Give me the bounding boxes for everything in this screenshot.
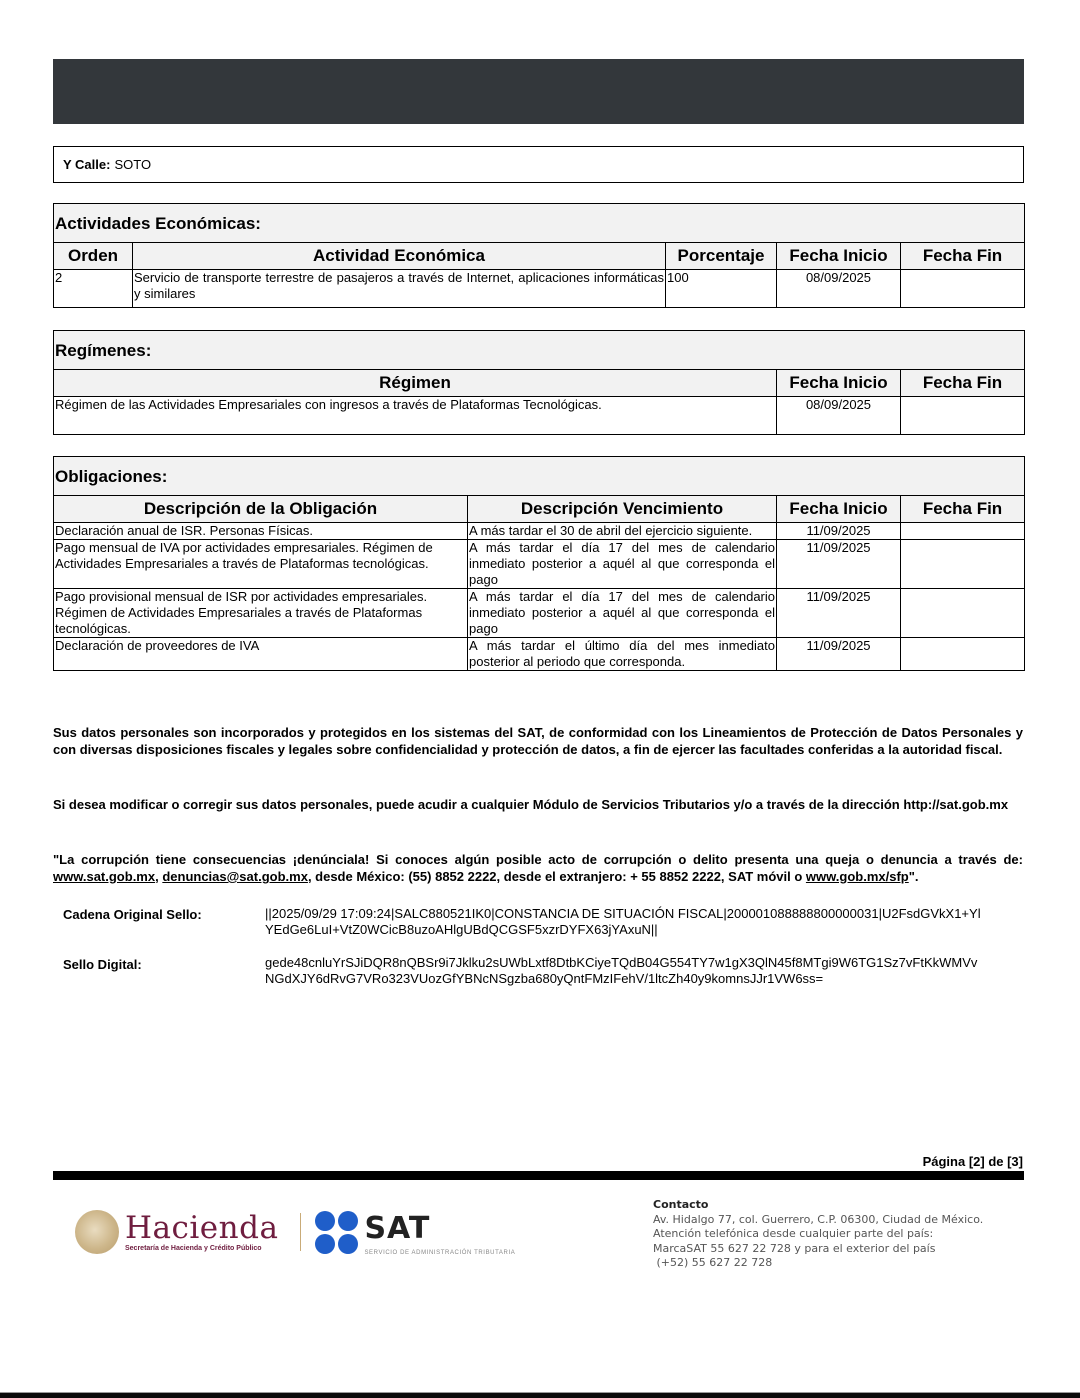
- col-header: Porcentaje: [666, 243, 777, 270]
- cell-fecha-inicio: 11/09/2025: [777, 540, 901, 589]
- privacy-notice: Sus datos personales son incorporados y protegidos en los sistemas del SAT, de conformidad con los Lineamientos de Protección de Datos Personales y con diversas disposiciones fiscales y legales sobre confidencialidad y protección de datos, a fin de ejercer las facultades conferidas a la autoridad fiscal.: [53, 725, 1023, 757]
- address-label: Y Calle:: [63, 157, 111, 172]
- cell-vencimiento: A más tardar el último día del mes inmediato posterior al periodo que corresponda.: [469, 638, 775, 669]
- cell-descripcion: Pago mensual de IVA por actividades empresariales. Régimen de Actividades Empresariales a través de Plataformas tecnológicas.: [54, 540, 468, 589]
- modify-data-notice: Si desea modificar o corregir sus datos personales, puede acudir a cualquier Módulo de Servicios Tributarios y/o a través de la dirección http://sat.gob.mx: [53, 797, 1009, 812]
- col-header: Fecha Fin: [901, 496, 1025, 523]
- link-sat[interactable]: www.sat.gob.mx: [53, 869, 156, 884]
- cell-fecha-fin: [901, 523, 1025, 540]
- contact-line: Av. Hidalgo 77, col. Guerrero, C.P. 06300, Ciudad de México.: [653, 1212, 984, 1226]
- hacienda-subtitle: Secretaría de Hacienda y Crédito Público: [125, 1245, 262, 1252]
- col-header: Fecha Fin: [901, 370, 1025, 397]
- address-value: SOTO: [114, 157, 152, 172]
- table-row: [54, 638, 1025, 671]
- hacienda-wordmark: Hacienda: [125, 1210, 279, 1246]
- table-row: [54, 523, 1025, 540]
- col-header: Descripción Vencimiento: [468, 496, 777, 523]
- coat-of-arms-icon: [75, 1210, 119, 1254]
- corruption-notice: "La corrupción tiene consecuencias ¡denúnciala! Si conoces algún posible acto de corrupción o delito presenta una queja o denuncia a través de: www.sat.gob.mx, denuncias@sat.gob.mx, desde México: (55) 8852 2222, desde el extranjero: + 55 8852 2222, SAT móvil o www.gob.mx/sfp".: [53, 852, 1023, 884]
- link-denuncias-email[interactable]: denuncias@sat.gob.mx: [162, 869, 308, 884]
- cell-descripcion: Declaración anual de ISR. Personas Físicas.: [54, 523, 468, 540]
- cell-fecha-fin: [901, 540, 1025, 589]
- sello-digital-label: Sello Digital:: [63, 957, 142, 972]
- sat-logo: [364, 1208, 515, 1256]
- col-header: Descripción de la Obligación: [54, 496, 468, 523]
- sello-digital-value: gede48cnluYrSJiDQR8nQBSr9i7Jklku2sUWbLxtf8DtbKCiyeTQdB04G554TY7w1gX3QlN45f8MTgi9W6TG1Sz7vFtKkWMVvNGdXJY6dRvG7VRo323VUozGfYBNcNSgzba680yQntFMzIFehV/1ltcZh40y9komnsJJr1VW6ss=: [265, 955, 978, 986]
- link-sfp[interactable]: www.gob.mx/sfp: [805, 869, 909, 884]
- cell-fecha-fin: [901, 270, 1025, 308]
- footer-divider: [53, 1171, 1024, 1180]
- cell-descripcion: Declaración de proveedores de IVA: [54, 638, 468, 671]
- table-row: [54, 270, 1025, 308]
- logo-divider: [300, 1213, 301, 1251]
- table-row: [54, 540, 1025, 589]
- sat-wordmark: SAT: [364, 1211, 431, 1246]
- col-header: Fecha Inicio: [777, 370, 901, 397]
- contact-line: Atención telefónica desde cualquier parte del país:: [653, 1227, 934, 1240]
- actividades-table: [53, 203, 1025, 308]
- cadena-original-label: Cadena Original Sello:: [63, 907, 202, 922]
- col-header: Régimen: [54, 370, 777, 397]
- col-header: Orden: [54, 243, 133, 270]
- cell-fecha-inicio: 11/09/2025: [777, 638, 901, 671]
- contact-title: Contacto: [653, 1198, 709, 1211]
- cell-porcentaje: 100: [666, 270, 777, 308]
- table-row: [54, 397, 1025, 435]
- cell-fecha-inicio: 08/09/2025: [777, 397, 901, 435]
- address-street-box: [53, 146, 1024, 183]
- col-header: Fecha Fin: [901, 243, 1025, 270]
- header-banner: [53, 59, 1024, 124]
- footer-logos: [75, 1207, 515, 1257]
- bottom-edge-bar: [0, 1392, 1080, 1398]
- section-title: Regímenes:: [54, 331, 1025, 370]
- cell-regimen: Régimen de las Actividades Empresariales con ingresos a través de Plataformas Tecnológicas.: [54, 397, 777, 435]
- cell-vencimiento: A más tardar el día 17 del mes de calendario inmediato posterior a aquél al que corresponda el pago: [469, 589, 775, 636]
- hacienda-logo: [125, 1212, 278, 1252]
- cell-fecha-fin: [901, 638, 1025, 671]
- cell-actividad: Servicio de transporte terrestre de pasajeros a través de Internet, aplicaciones informáticas y similares: [133, 270, 666, 308]
- section-title: Actividades Económicas:: [54, 204, 1025, 243]
- cell-fecha-inicio: 11/09/2025: [777, 523, 901, 540]
- cell-orden: 2: [54, 270, 133, 308]
- cell-vencimiento: A más tardar el día 17 del mes de calendario inmediato posterior a aquél al que corresponda el pago: [469, 540, 775, 587]
- section-title: Obligaciones:: [54, 457, 1025, 496]
- cell-descripcion: Pago provisional mensual de ISR por actividades empresariales. Régimen de Actividades Empresariales a través de Plataformas tecnológicas.: [54, 589, 468, 638]
- regimenes-table: [53, 330, 1025, 435]
- cadena-original-value: ||2025/09/29 17:09:24|SALC880521IK0|CONSTANCIA DE SITUACIÓN FISCAL|200001088888800000031|U2FsdGVkX1+YlYEdGe6LuI+VtZ0WCicB8uzoAHlgUBdQCGSF5xzrDYFX63jYAxuN||: [265, 906, 981, 937]
- col-header: Actividad Económica: [133, 243, 666, 270]
- cell-fecha-inicio: 11/09/2025: [777, 589, 901, 638]
- col-header: Fecha Inicio: [777, 496, 901, 523]
- cell-fecha-fin: [901, 589, 1025, 638]
- page-number: Página [2] de [3]: [922, 1154, 1023, 1169]
- sat-subtitle: SERVICIO DE ADMINISTRACIÓN TRIBUTARIA: [364, 1250, 516, 1256]
- cell-vencimiento: A más tardar el 30 de abril del ejercicio siguiente.: [468, 523, 777, 540]
- sat-dots-icon: [315, 1211, 358, 1254]
- contact-block: [653, 1198, 983, 1271]
- col-header: Fecha Inicio: [777, 243, 901, 270]
- table-row: [54, 589, 1025, 638]
- cell-fecha-inicio: 08/09/2025: [777, 270, 901, 308]
- cell-fecha-fin: [901, 397, 1025, 435]
- obligaciones-table: [53, 456, 1025, 671]
- contact-line: MarcaSAT 55 627 22 728 y para el exterior del país: [653, 1241, 936, 1255]
- contact-line: (+52) 55 627 22 728: [653, 1256, 773, 1269]
